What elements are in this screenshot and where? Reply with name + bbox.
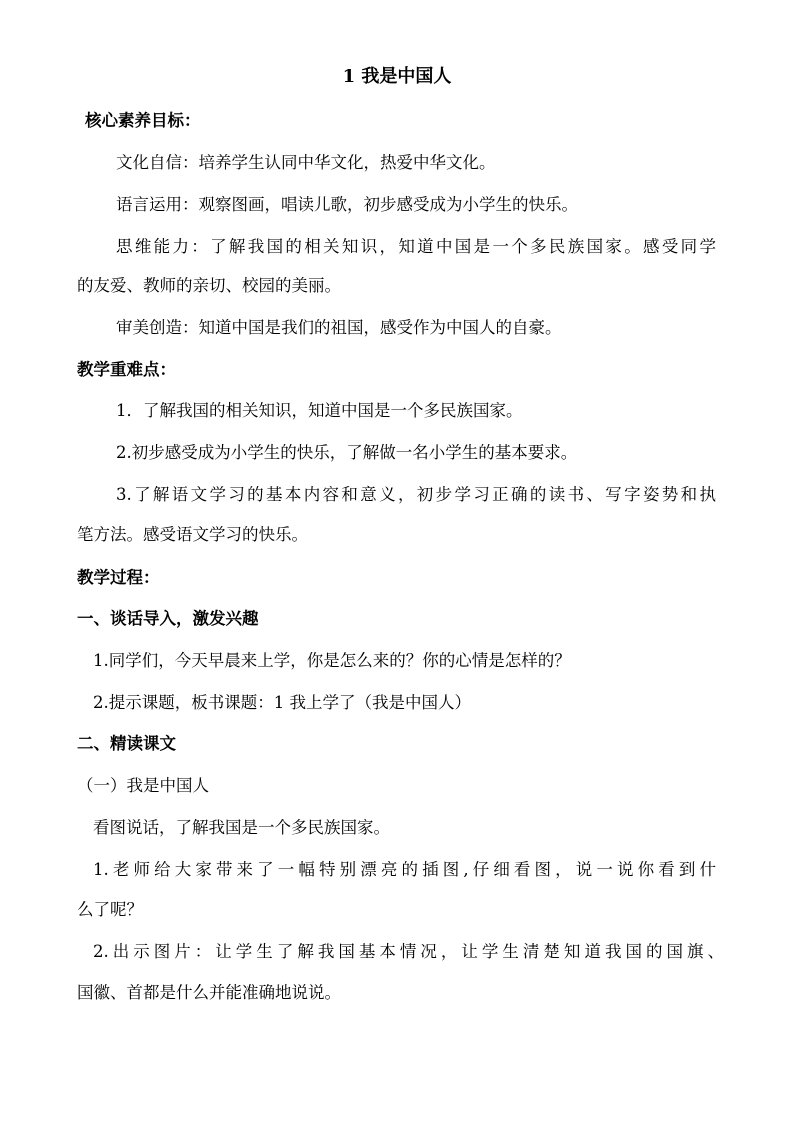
key-point-3: 3.了解语文学习的基本内容和意义，初步学习正确的读书、写字姿势和执 [116,485,716,504]
section-1-item-2: 2.提示课题，板书课题：1 我上学了（我是中国人） [93,693,471,712]
subsection-item-1: 1.老师给大家带来了一幅特别漂亮的插图,仔细看图，说一说你看到什 [93,860,716,879]
key-point-3-cont: 笔方法。感受语文学习的快乐。 [77,525,308,544]
subsection-item-2: 2.出示图片：让学生了解我国基本情况，让学生清楚知道我国的国旗、 [93,942,724,961]
core-goal-language: 语言运用：观察图画，唱读儿歌，初步感受成为小学生的快乐。 [116,195,578,214]
key-point-2: 2.初步感受成为小学生的快乐，了解做一名小学生的基本要求。 [116,443,578,462]
section-1-item-1: 1.同学们，今天早晨来上学，你是怎么来的？你的心情是怎样的？ [93,651,571,670]
page-title: 1 我是中国人 [342,66,452,87]
core-goal-culture: 文化自信：培养学生认同中华文化，热爱中华文化。 [116,153,496,172]
subsection-intro: 看图说话，了解我国是一个多民族国家。 [93,818,390,837]
process-heading: 教学过程： [77,568,160,587]
subsection-heading: （一）我是中国人 [77,776,209,795]
core-goal-thinking: 思维能力：了解我国的相关知识，知道中国是一个多民族国家。感受同学 [116,237,716,256]
core-goal-aesthetic: 审美创造：知道中国是我们的祖国，感受作为中国人的自豪。 [116,318,562,337]
core-goals-heading: 核心素养目标： [85,111,201,130]
subsection-item-1-cont: 么了呢？ [77,900,143,919]
core-goal-thinking-cont: 的友爱、教师的亲切、校园的美丽。 [77,276,341,295]
key-points-heading: 教学重难点： [77,360,176,379]
subsection-item-2-cont: 国徽、首都是什么并能准确地说说。 [77,983,341,1002]
key-point-1: 1．了解我国的相关知识，知道中国是一个多民族国家。 [116,401,523,420]
section-1-heading: 一、谈话导入，激发兴趣 [77,609,259,628]
section-2-heading: 二、精读课文 [77,734,176,753]
